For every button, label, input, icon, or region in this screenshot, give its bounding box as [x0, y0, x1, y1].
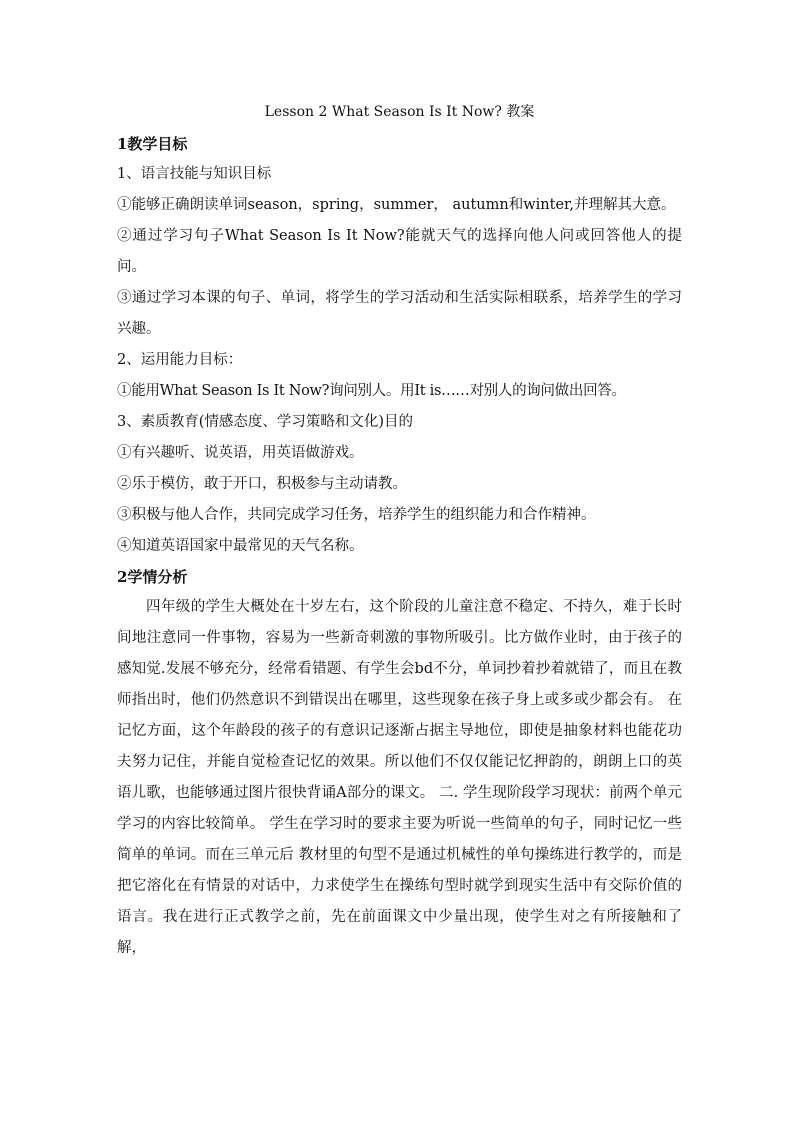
subheading-quality-education: 3、素质教育(情感态度、学习策略和文化)目的	[117, 414, 414, 430]
objective-item: ②通过学习句子What Season Is It Now?能就天气的选择向他人问或回答他人的提问。	[117, 228, 682, 275]
section-heading-objectives: 1教学目标	[117, 135, 188, 153]
objective-item: ①有兴趣听、说英语，用英语做游戏。	[117, 445, 364, 461]
objective-item: ①能用What Season Is It Now?询问别人。用It is……对别人的询问做出回答。	[117, 383, 626, 399]
objective-item: ②乐于模仿，敢于开口，积极参与主动请教。	[117, 476, 407, 492]
objective-item: ③通过学习本课的句子、单词，将学生的学习活动和生活实际相联系，培养学生的学习兴趣。	[117, 290, 682, 337]
objective-item: ①能够正确朗读单词season，spring，summer， autumn和winter,并理解其大意。	[117, 197, 676, 213]
section-heading-analysis: 2学情分析	[117, 568, 188, 586]
analysis-paragraph: 四年级的学生大概处在十岁左右，这个阶段的儿童注意不稳定、不持久，难于长时间地注意同一件事物，容易为一些新奇刺激的事物所吸引。比方做作业时，由于孩子的感知觉.发展不够充分，经常看错题、有学生会bd不分，单词抄着抄着就错了，而且在教师指出时，他们仍然意识不到错误出在哪里，这些现象在孩子身上或多或少都会有。 在记忆方面，这个年龄段的孩子的有意识记逐渐占据主导地位，即使是抽象材料也能花功夫努力记住，并能自觉检查记忆的效果。所以他们不仅仅能记忆押韵的，朗朗上口的英语儿歌，也能够通过图片很快背诵A部分的课文。 二. 学生现阶段学习现状：前两个单元学习的内容比较简单。 学生在学习时的要求主要为听说一些简单的句子，同时记忆一些简单的单词。而在三单元后 教材里的句型不是通过机械性的单句操练进行教学的，而是把它溶化在有情景的对话中，力求使学生在操练句型时就学到现实生活中有交际价值的语言。我在进行正式教学之前，先在前面课文中少量出现，使学生对之有所接触和了解，	[117, 599, 682, 956]
document-page	[117, 98, 682, 964]
objective-item: ③积极与他人合作，共同完成学习任务，培养学生的组织能力和合作精神。	[117, 507, 596, 523]
subheading-application: 2、运用能力目标：	[117, 352, 243, 368]
objective-item: ④知道英语国家中最常见的天气名称。	[117, 538, 364, 554]
subheading-language-skills: 1、语言技能与知识目标	[117, 166, 272, 182]
document-title: Lesson 2 What Season Is It Now? 教案	[264, 104, 535, 120]
